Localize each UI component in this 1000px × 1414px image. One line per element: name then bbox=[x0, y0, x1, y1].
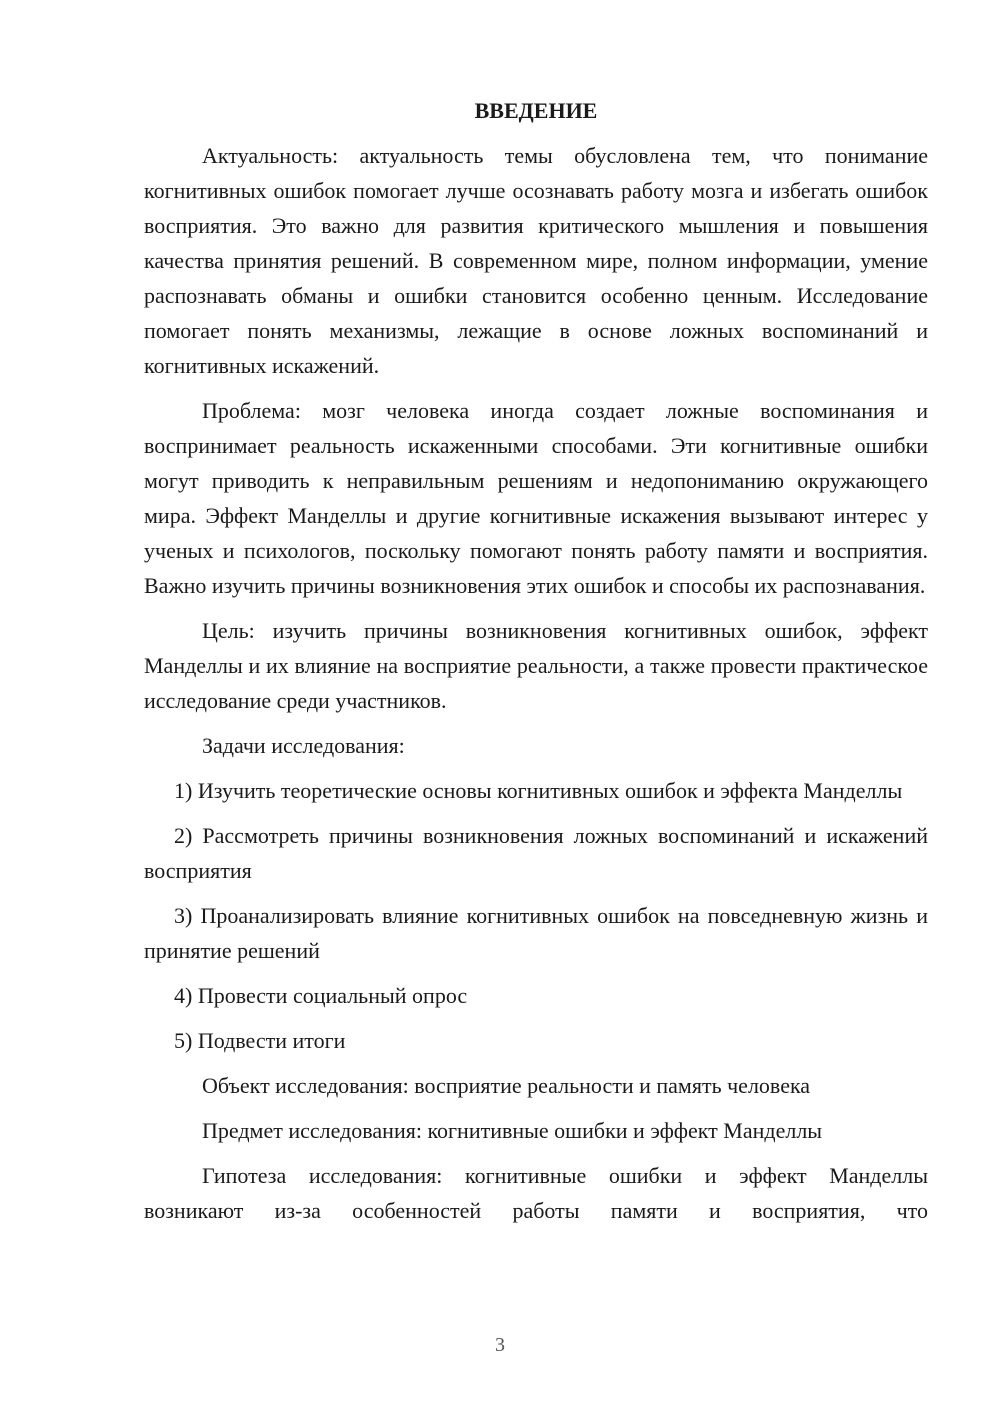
task-item: 5) Подвести итоги bbox=[174, 1028, 346, 1053]
hypothesis-paragraph: Гипотеза исследования: когнитивные ошибки и эффект Манделлы возникают из-за особенностей работы памяти и восприятия, что bbox=[144, 1163, 928, 1223]
document-page bbox=[144, 96, 928, 1228]
task-item: 3) Проанализировать влияние когнитивных ошибок на повседневную жизнь и принятие решений bbox=[144, 903, 928, 963]
tasks-heading: Задачи исследования: bbox=[202, 733, 405, 758]
task-item: 1) Изучить теоретические основы когнитивных ошибок и эффекта Манделлы bbox=[174, 778, 903, 803]
goal-paragraph: Цель: изучить причины возникновения когнитивных ошибок, эффект Манделлы и их влияние на восприятие реальности, а также провести практическое исследование среди участников. bbox=[144, 618, 928, 713]
object-paragraph: Объект исследования: восприятие реальности и память человека bbox=[202, 1073, 811, 1098]
problem-paragraph: Проблема: мозг человека иногда создает ложные воспоминания и воспринимает реальность искаженными способами. Эти когнитивные ошибки могут приводить к неправильным решениям и недопониманию окружающего мира. Эффект Манделлы и другие когнитивные искажения вызывают интерес у ученых и психологов, поскольку помогают понять работу памяти и восприятия. Важно изучить причины возникновения этих ошибок и способы их распознавания. bbox=[144, 398, 928, 598]
relevance-paragraph: Актуальность: актуальность темы обусловлена тем, что понимание когнитивных ошибок помогает лучше осознавать работу мозга и избегать ошибок восприятия. Это важно для развития критического мышления и повышения качества принятия решений. В современном мире, полном информации, умение распознавать обманы и ошибки становится особенно ценным. Исследование помогает понять механизмы, лежащие в основе ложных воспоминаний и когнитивных искажений. bbox=[144, 143, 928, 378]
page-title: ВВЕДЕНИЕ bbox=[474, 98, 598, 123]
subject-paragraph: Предмет исследования: когнитивные ошибки и эффект Манделлы bbox=[202, 1118, 823, 1143]
task-item: 2) Рассмотреть причины возникновения ложных воспоминаний и искажений восприятия bbox=[144, 823, 928, 883]
task-item: 4) Провести социальный опрос bbox=[174, 983, 468, 1008]
page-number: 3 bbox=[495, 1334, 505, 1356]
